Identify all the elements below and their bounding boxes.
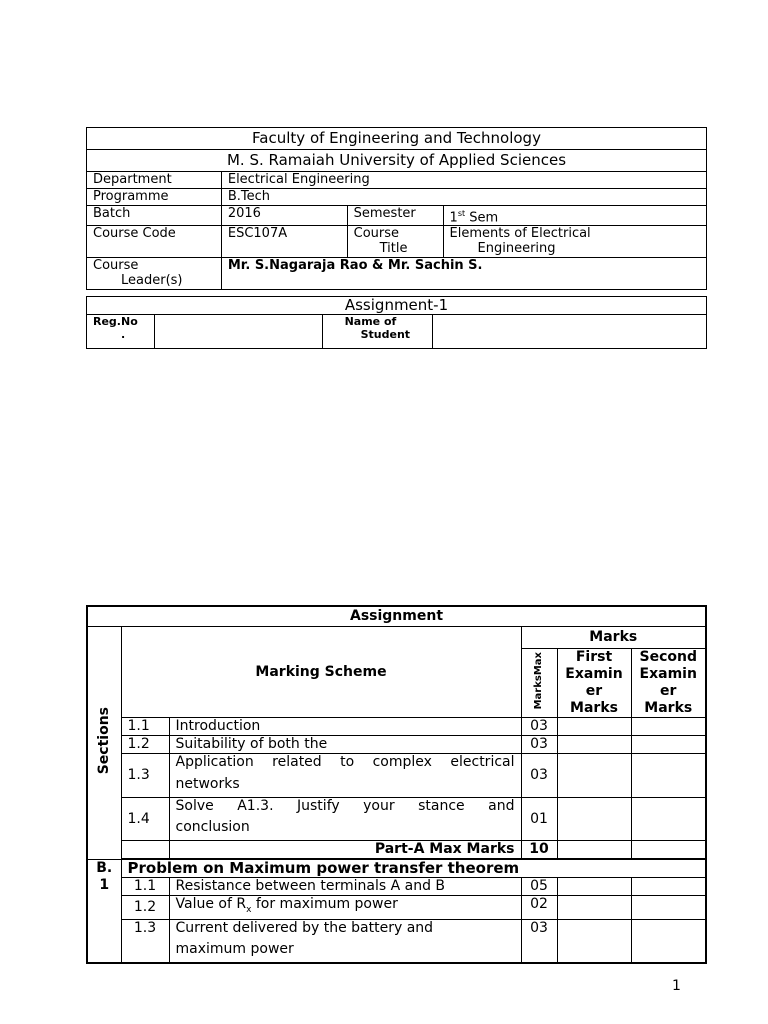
part-a-total-row (87, 841, 706, 860)
second-examiner-cell[interactable] (631, 919, 706, 963)
table-row (87, 878, 706, 896)
course-title-value: Elements of Electrical Engineering (443, 226, 706, 258)
semester-value: 1st Sem (443, 206, 706, 226)
table-row (87, 798, 706, 841)
section-b1-label: B. 1 (87, 859, 121, 963)
course-leader-value: Mr. S.Nagaraja Rao & Mr. Sachin S. (221, 258, 706, 290)
batch-label: Batch (87, 206, 222, 226)
faculty-title: Faculty of Engineering and Technology (87, 128, 707, 150)
student-name-label: Name of Student (322, 315, 432, 349)
second-examiner-cell[interactable] (631, 878, 706, 896)
table-row (87, 919, 706, 963)
second-examiner-cell[interactable] (631, 798, 706, 841)
student-info-table (86, 296, 707, 349)
row-number: 1.3 (121, 919, 169, 963)
first-examiner-cell[interactable] (557, 754, 631, 798)
second-examiner-cell[interactable] (631, 718, 706, 736)
table-row (87, 718, 706, 736)
first-examiner-cell[interactable] (557, 896, 631, 920)
first-examiner-total[interactable] (557, 841, 631, 860)
first-examiner-cell[interactable] (557, 919, 631, 963)
course-title-label: Course Title (347, 226, 443, 258)
semester-label: Semester (347, 206, 443, 226)
marks-header: Marks (521, 627, 706, 649)
row-number: 1.1 (121, 718, 169, 736)
marking-scheme-table (86, 605, 707, 964)
row-description: Resistance between terminals A and B (169, 878, 521, 896)
programme-label: Programme (87, 189, 222, 206)
row-description: Solve A1.3. Justify your stance and conclusion (169, 798, 521, 841)
reg-no-label: Reg.No . (87, 315, 155, 349)
max-marks-header: MarksMax (521, 649, 557, 718)
part-a-total-value: 10 (521, 841, 557, 860)
second-examiner-cell[interactable] (631, 754, 706, 798)
marking-scheme-label: Marking Scheme (121, 627, 521, 718)
second-examiner-cell[interactable] (631, 896, 706, 920)
university-title: M. S. Ramaiah University of Applied Sciences (87, 150, 707, 172)
first-examiner-cell[interactable] (557, 878, 631, 896)
programme-value: B.Tech (221, 189, 706, 206)
department-value: Electrical Engineering (221, 172, 706, 189)
section-b1-title: Problem on Maximum power transfer theorem (121, 859, 706, 878)
batch-value: 2016 (221, 206, 347, 226)
row-max-marks: 03 (521, 736, 557, 754)
course-leader-label: Course Leader(s) (87, 258, 222, 290)
first-examiner-cell[interactable] (557, 736, 631, 754)
row-description: Value of $R_x$ for maximum power (169, 896, 521, 920)
row-description: Application related to complex electrical networks (169, 754, 521, 798)
page-number: 1 (672, 978, 681, 994)
row-max-marks: 03 (521, 718, 557, 736)
first-examiner-cell[interactable] (557, 798, 631, 841)
second-examiner-cell[interactable] (631, 736, 706, 754)
row-max-marks: 02 (521, 896, 557, 920)
row-number: 1.1 (121, 878, 169, 896)
row-number: 1.2 (121, 736, 169, 754)
part-a-total-label: Part-A Max Marks (169, 841, 521, 860)
row-max-marks: 05 (521, 878, 557, 896)
second-examiner-header: Second Examin er Marks (631, 649, 706, 718)
table-row (87, 754, 706, 798)
course-code-label: Course Code (87, 226, 222, 258)
first-examiner-cell[interactable] (557, 718, 631, 736)
course-header-table (86, 127, 707, 290)
department-label: Department (87, 172, 222, 189)
row-description: Current delivered by the battery and maximum power (169, 919, 521, 963)
student-name-field[interactable] (432, 315, 706, 349)
row-number: 1.3 (121, 754, 169, 798)
row-description: Suitability of both the (169, 736, 521, 754)
reg-no-field[interactable] (154, 315, 322, 349)
row-number: 1.4 (121, 798, 169, 841)
assignment-1-title: Assignment-1 (87, 297, 707, 315)
row-max-marks: 03 (521, 919, 557, 963)
assignment-title: Assignment (87, 606, 706, 627)
row-number: 1.2 (121, 896, 169, 920)
first-examiner-header: First Examin er Marks (557, 649, 631, 718)
table-row (87, 896, 706, 920)
second-examiner-total[interactable] (631, 841, 706, 860)
table-row (87, 736, 706, 754)
row-max-marks: 01 (521, 798, 557, 841)
row-max-marks: 03 (521, 754, 557, 798)
row-description: Introduction (169, 718, 521, 736)
course-code-value: ESC107A (221, 226, 347, 258)
sections-label: Sections (87, 627, 121, 860)
